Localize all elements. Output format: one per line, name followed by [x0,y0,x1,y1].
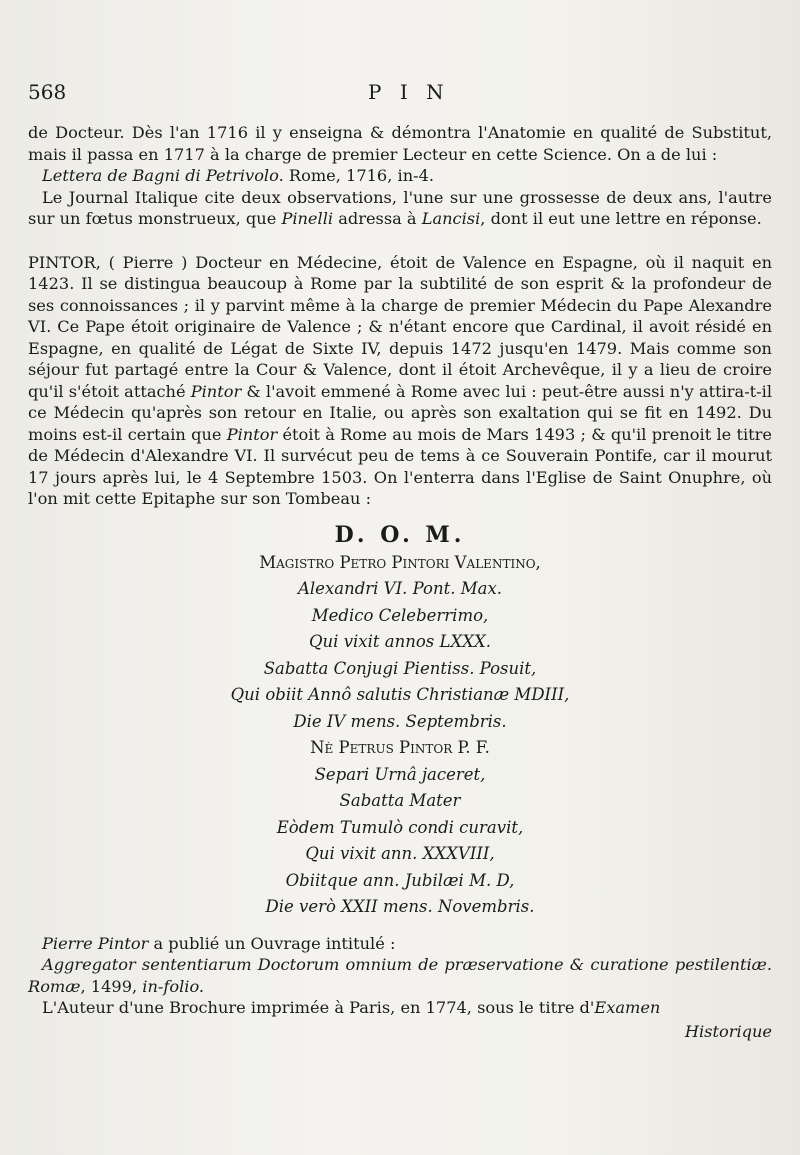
epitaph-line: Sabatta Conjugi Pientiss. Posuit, [263,658,537,678]
catchword: Historique [684,1021,772,1041]
epitaph [28,520,772,921]
running-head: P I N [368,80,450,104]
epitaph-line: Die verò XXII mens. Novembris. [265,897,535,916]
epitaph-line: Separi Urnâ jaceret, [314,764,486,784]
text-run: & l'avoit emmené à Rome avec lui : peut-être aussi n'y attira-t-il ce Médecin qu'après son retour en Italie, ou après son exaltation qui se fit en 1492. Du moins est-il certain que [28,381,772,444]
page-header [28,80,772,110]
bottom-section [28,933,772,1043]
epitaph-line: Eòdem Tumulò condi curavit, [276,817,524,837]
text-run: étoit à Rome au mois de Mars 1493 ; & qu'il prenoit le titre de Médecin d'Alexandre VI. Il survécut peu de tems à ce Souverain Pontife, car il mourut 17 jours après lui, le 4 Septembre 1503. On l'enterra dans l'Eglise de Saint Onuphre, où l'on mit cette Epitaphe sur son Tombeau : [28,424,772,508]
epitaph-title: D. O. M. [334,521,466,548]
work-citation [28,165,772,187]
entry-pintor [28,252,772,510]
work-imprint: Rome, 1716, in-4. [283,166,435,185]
epitaph-line: Obiitque ann. Jubilæi M. D, [285,870,515,890]
epitaph-line: Sabatta Mater [339,791,461,810]
work-imprint: , 1499, [80,976,143,996]
epitaph-line: Magistro Petro Pintori Valentino, [259,552,541,572]
person-name: Lancisi [421,209,481,228]
text-run: L'Auteur d'une Brochure imprimée à Paris, en 1774, sous le titre d' [42,998,595,1017]
person-name: Pintor [226,424,278,444]
text-run: , dont il eut une lettre en réponse. [480,209,762,228]
epitaph-line: Alexandri VI. Pont. Max. [297,579,503,598]
epitaph-line: Qui vixit ann. XXXVIII, [305,844,495,863]
epitaph-line: Medico Celeberrimo, [311,605,489,625]
work-citation [28,954,772,997]
person-name: Pierre Pintor [42,933,149,953]
epitaph-line: Nè Petrus Pintor P. F. [310,738,490,757]
text-run: adressa à [333,209,422,228]
page-body [28,122,772,1042]
work-format: in-folio. [142,976,205,996]
paragraph-ouvrage [28,933,772,955]
text-run: PINTOR, ( Pierre ) Docteur en Médecine, étoit de Valence en Espagne, où il naquit en 1423. Il se distingua beaucoup à Rome par la subtilité de son esprit & la profondeur de ses connoissances ; il y parvint même à la charge de premier Médecin du Pape Alexandre VI. Ce Pape étoit originaire de Valence ; & n'étant encore que Cardinal, il avoit résidé en Espagne, en qualité de Légat de Sixte IV, depuis 1472 jusqu'en 1479. Mais comme son séjour fut partagé entre la Cour & Valence, dont il étoit Archevêque, il y a lieu de croire qu'il s'étoit attaché [28,252,772,401]
person-name: Pintor [190,381,242,401]
text-run: Le Journal Italique cite deux observations, l'une sur une grossesse de deux ans, l'autre sur un fœtus monstrueux, que [28,187,772,228]
work-title: Aggregator sententiarum Doctorum omnium de præservatione & curatione pestilentiæ. Romæ [28,955,772,996]
paragraph-brochure [28,997,772,1019]
epitaph-line: Qui vixit annos LXXX. [309,632,491,651]
epitaph-line: Die IV mens. Septembris. [293,711,507,731]
paragraph-journal [28,187,772,230]
entry-spacer [28,230,772,252]
person-name: Pinelli [281,209,334,228]
epitaph-line: Qui obiit Annô salutis Christianæ MDIII, [230,685,570,704]
work-title: Lettera de Bagni di Petrivolo. [42,166,284,185]
work-title: Examen [594,998,661,1017]
text-run: a publié un Ouvrage intitulé : [148,933,396,953]
paragraph-continuation: de Docteur. Dès l'an 1716 il y enseigna & démontra l'Anatomie en qualité de Substitut, mais il passa en 1717 à la charge de premier Lecteur en cette Science. On a de lui : [28,123,772,164]
page-number: 568 [28,80,67,104]
